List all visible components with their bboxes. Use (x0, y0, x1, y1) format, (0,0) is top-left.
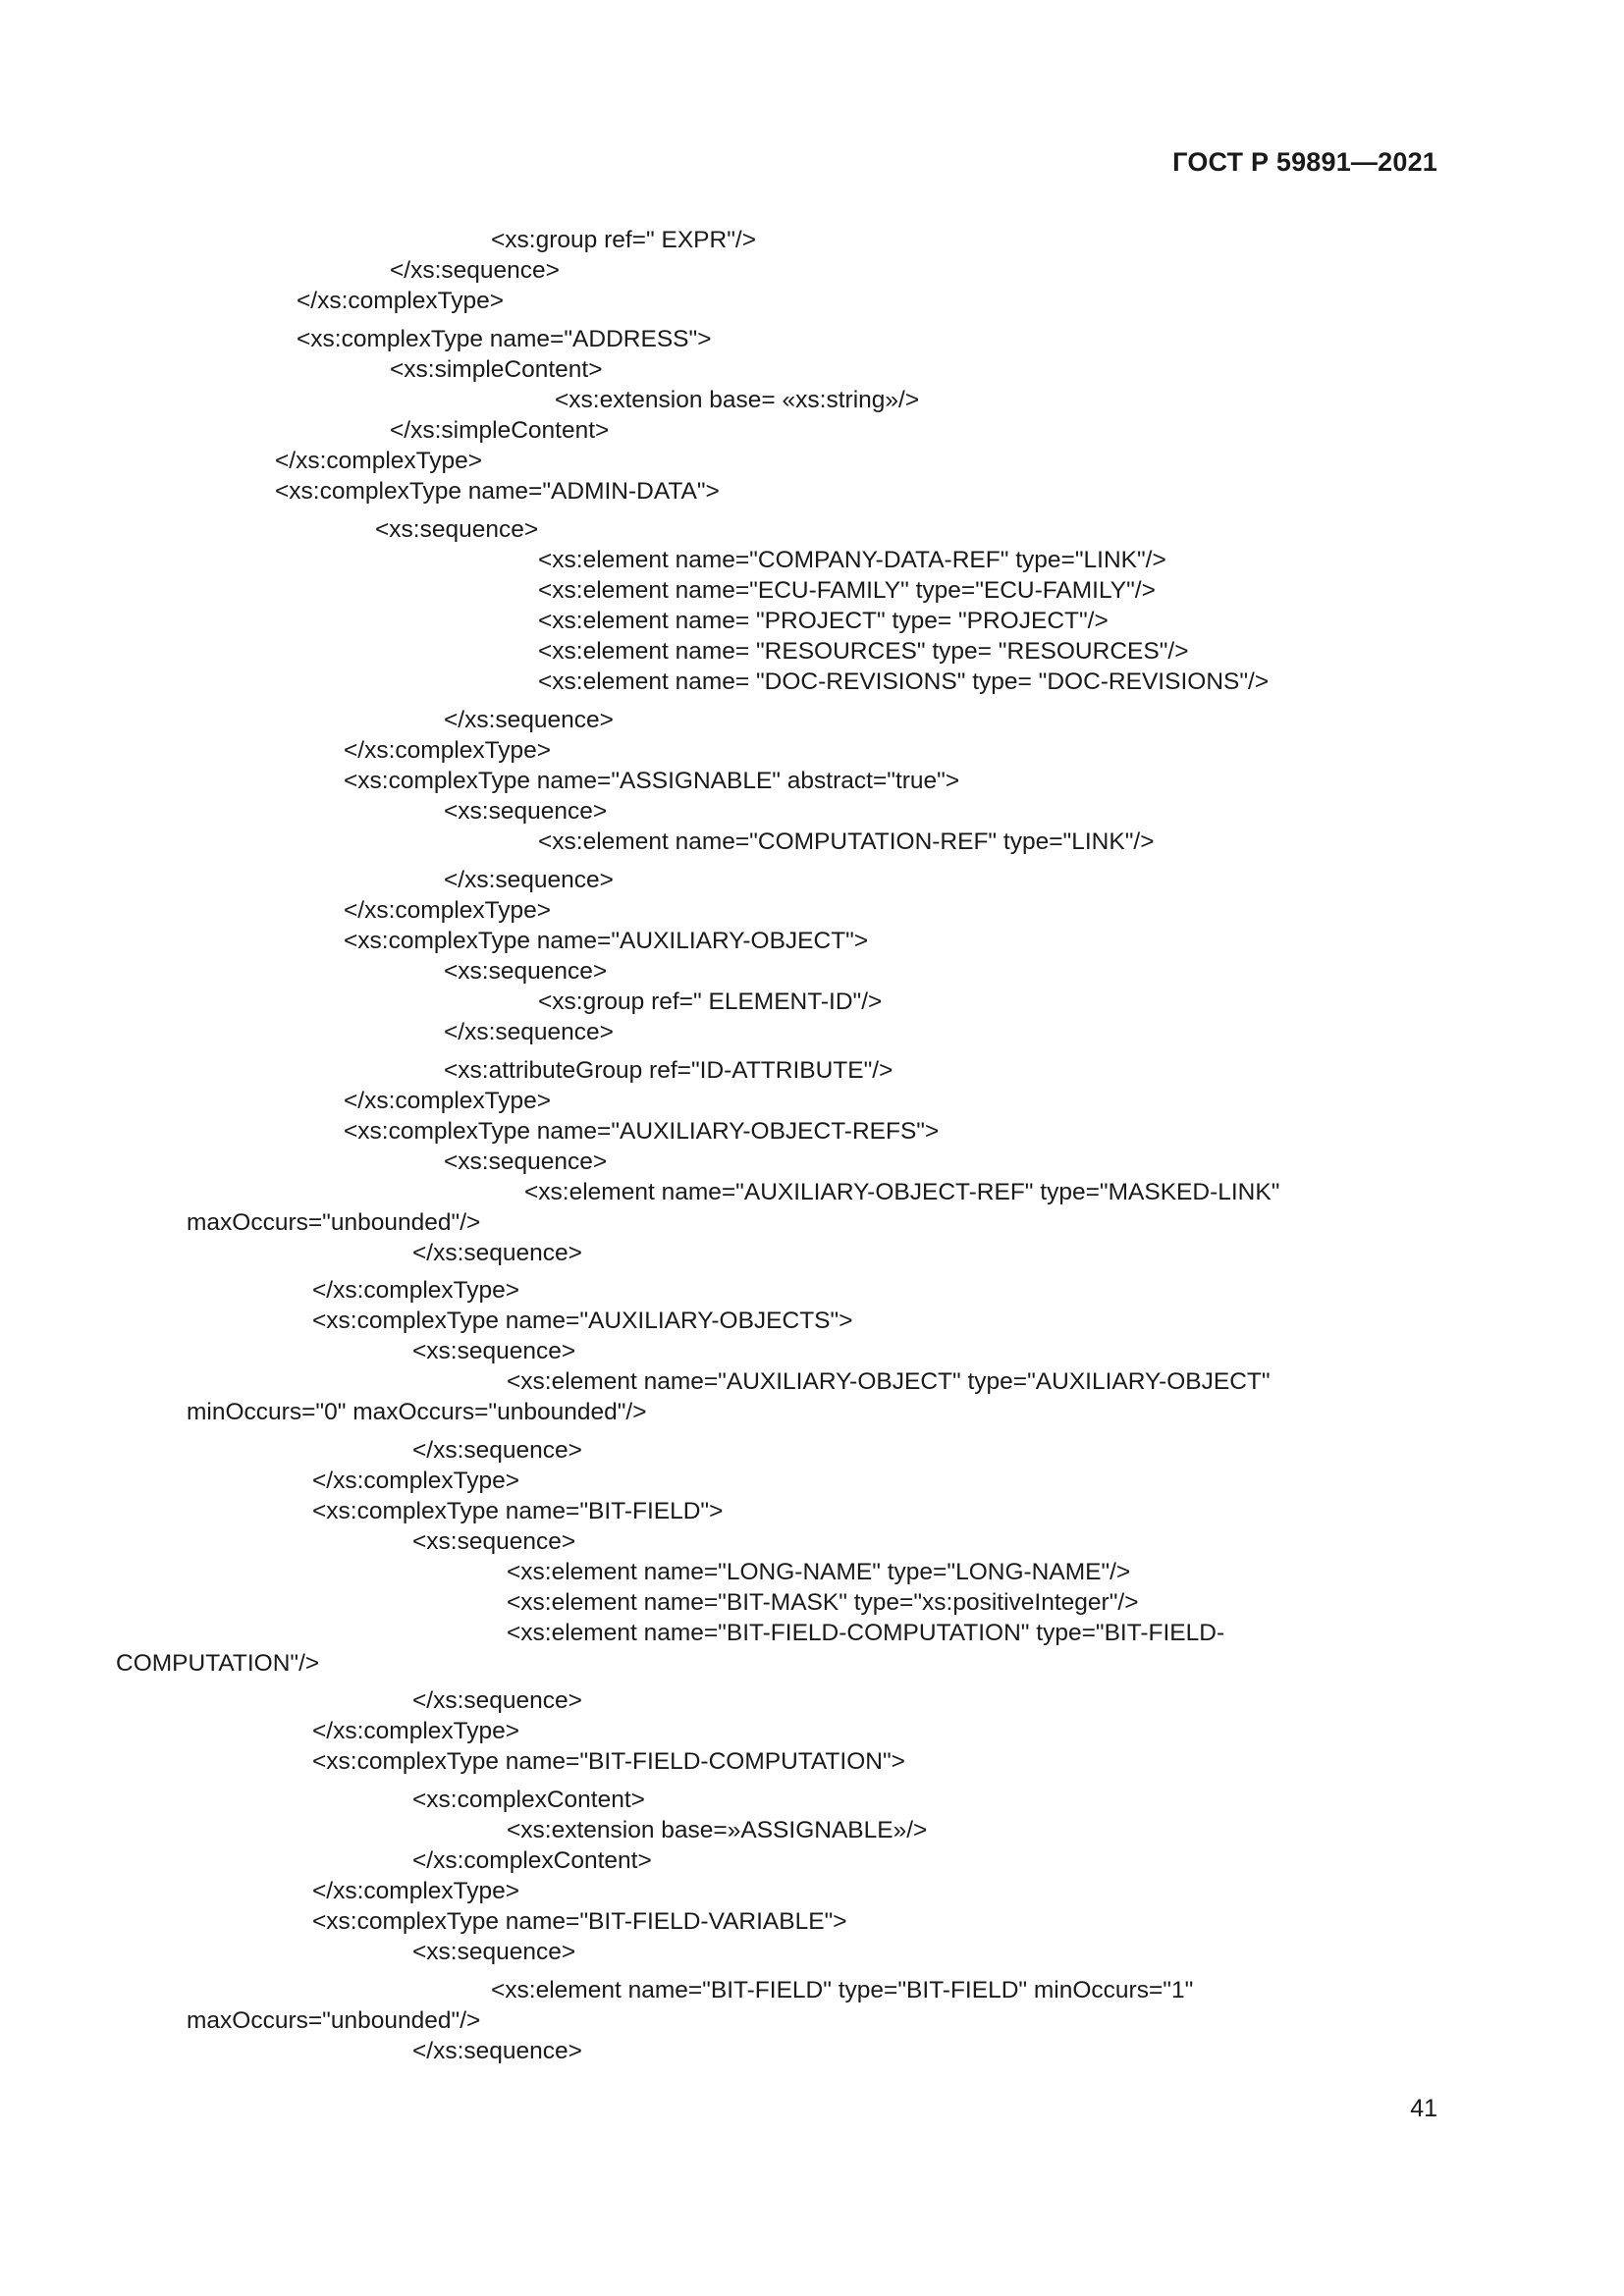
code-line: <xs:element name="LONG-NAME" type="LONG-NAME"/> (507, 1559, 1131, 1585)
code-line: <xs:sequence> (412, 1528, 576, 1555)
code-line: </xs:sequence> (412, 1687, 582, 1714)
code-line: <xs:complexType name="AUXILIARY-OBJECT-REFS"> (344, 1118, 940, 1145)
code-line: </xs:complexType> (344, 897, 552, 924)
code-line: </xs:complexType> (312, 1468, 520, 1494)
page-number: 41 (1410, 2095, 1437, 2122)
code-line: </xs:complexType> (297, 288, 505, 314)
code-line: </xs:complexType> (312, 1718, 520, 1744)
code-line: <xs:element name= "RESOURCES" type= "RESOURCES"/> (538, 638, 1189, 665)
code-line: <xs:complexType name="AUXILIARY-OBJECT"> (344, 928, 869, 954)
code-line: </xs:complexContent> (412, 1847, 652, 1874)
code-line: <xs:element name="COMPANY-DATA-REF" type="LINK"/> (538, 547, 1166, 573)
code-line: </xs:sequence> (412, 1437, 582, 1464)
code-line: <xs:complexContent> (412, 1787, 645, 1813)
code-line: <xs:element name="COMPUTATION-REF" type="LINK"/> (538, 828, 1155, 855)
code-line: <xs:sequence> (412, 1338, 576, 1364)
code-line: <xs:sequence> (444, 798, 608, 825)
code-line: </xs:sequence> (444, 867, 614, 893)
code-line: </xs:sequence> (390, 257, 560, 284)
code-line: <xs:group ref=" ELEMENT-ID"/> (538, 988, 883, 1015)
code-line: <xs:element name="AUXILIARY-OBJECT-REF" type="MASKED-LINK" (524, 1179, 1280, 1205)
code-line: <xs:sequence> (412, 1939, 576, 1965)
document-header: ГОСТ Р 59891—2021 (1172, 147, 1437, 177)
code-line: <xs:simpleContent> (390, 356, 603, 383)
code-line: </xs:sequence> (444, 707, 614, 733)
code-line: </xs:complexType> (344, 1088, 552, 1114)
code-line: <xs:complexType name="ADDRESS"> (297, 326, 712, 352)
code-line: <xs:sequence> (444, 1148, 608, 1175)
code-line: <xs:complexType name="ASSIGNABLE" abstract="true"> (344, 768, 960, 794)
code-line: <xs:complexType name="BIT-FIELD-COMPUTATION"> (312, 1748, 905, 1775)
code-line: <xs:complexType name="BIT-FIELD"> (312, 1498, 724, 1524)
code-line: <xs:complexType name="AUXILIARY-OBJECTS"> (312, 1308, 853, 1334)
code-line: <xs:element name="BIT-MASK" type="xs:positiveInteger"/> (507, 1589, 1139, 1616)
code-line: <xs:element name= "DOC-REVISIONS" type= "DOC-REVISIONS"/> (538, 668, 1270, 695)
code-line: </xs:complexType> (312, 1878, 520, 1904)
code-line: <xs:attributeGroup ref="ID-ATTRIBUTE"/> (444, 1057, 893, 1084)
code-line: <xs:extension base=»ASSIGNABLE»/> (507, 1817, 928, 1843)
code-line: minOccurs="0" maxOccurs="unbounded"/> (187, 1399, 647, 1425)
code-line: <xs:extension base= «xs:string»/> (555, 387, 920, 413)
code-line: </xs:complexType> (275, 448, 483, 474)
code-line: <xs:element name="AUXILIARY-OBJECT" type="AUXILIARY-OBJECT" (507, 1368, 1271, 1395)
code-line: </xs:complexType> (312, 1277, 520, 1304)
code-line: <xs:element name="BIT-FIELD" type="BIT-FIELD" minOccurs="1" (491, 1977, 1194, 2003)
code-line: </xs:sequence> (412, 2038, 582, 2064)
code-line: </xs:simpleContent> (390, 417, 610, 444)
code-line: </xs:sequence> (412, 1240, 582, 1266)
code-line: <xs:group ref=" EXPR"/> (491, 227, 757, 253)
code-line: <xs:sequence> (375, 516, 539, 543)
code-line: <xs:complexType name="BIT-FIELD-VARIABLE"> (312, 1908, 847, 1935)
code-line: maxOccurs="unbounded"/> (187, 2007, 481, 2034)
code-line: </xs:complexType> (344, 737, 552, 764)
code-line: <xs:element name="BIT-FIELD-COMPUTATION" type="BIT-FIELD- (507, 1620, 1225, 1646)
code-line: maxOccurs="unbounded"/> (187, 1209, 481, 1236)
code-line: <xs:element name= "PROJECT" type= "PROJECT"/> (538, 608, 1109, 634)
code-line: <xs:sequence> (444, 958, 608, 985)
code-line: COMPUTATION"/> (116, 1650, 320, 1677)
code-line: <xs:complexType name="ADMIN-DATA"> (275, 478, 720, 505)
code-line: <xs:element name="ECU-FAMILY" type="ECU-FAMILY"/> (538, 577, 1156, 604)
code-line: </xs:sequence> (444, 1019, 614, 1045)
